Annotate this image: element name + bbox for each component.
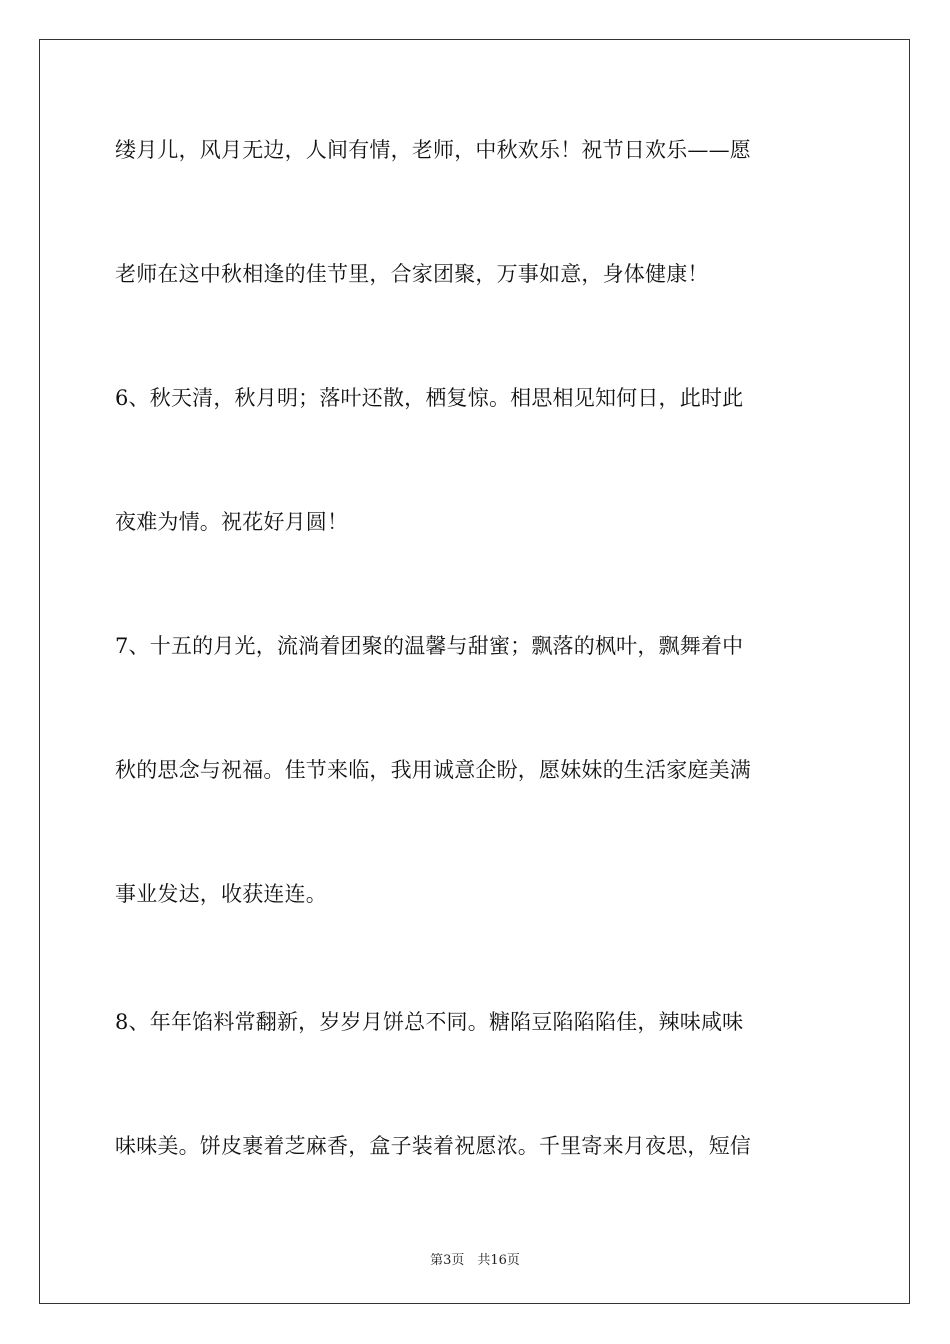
text-line: 味味美。饼皮裹着芝麻香，盒子装着祝愿浓。千里寄来月夜思，短信 [115,1134,751,1158]
text-line: 缕月儿，风月无边，人间有情，老师，中秋欢乐！祝节日欢乐——愿 [115,138,751,162]
text-line: 8、年年馅料常翻新，岁岁月饼总不同。糖陷豆陷陷陷佳，辣味咸味 [115,1010,744,1034]
text-line: 老师在这中秋相逢的佳节里，合家团聚，万事如意，身体健康！ [115,262,709,286]
text-line: 7、十五的月光，流淌着团聚的温馨与甜蜜；飘落的枫叶，飘舞着中 [115,634,744,658]
text-line: 夜难为情。祝花好月圆！ [115,510,349,534]
text-line: 事业发达，收获连连。 [115,882,327,906]
text-line: 秋的思念与祝福。佳节来临，我用诚意企盼，愿妹妹的生活家庭美满 [115,758,751,782]
page-number-footer: 第3页 共16页 [430,1253,520,1268]
page-border [39,39,910,1304]
text-line: 6、秋天清，秋月明；落叶还散，栖复惊。相思相见知何日，此时此 [115,386,744,410]
